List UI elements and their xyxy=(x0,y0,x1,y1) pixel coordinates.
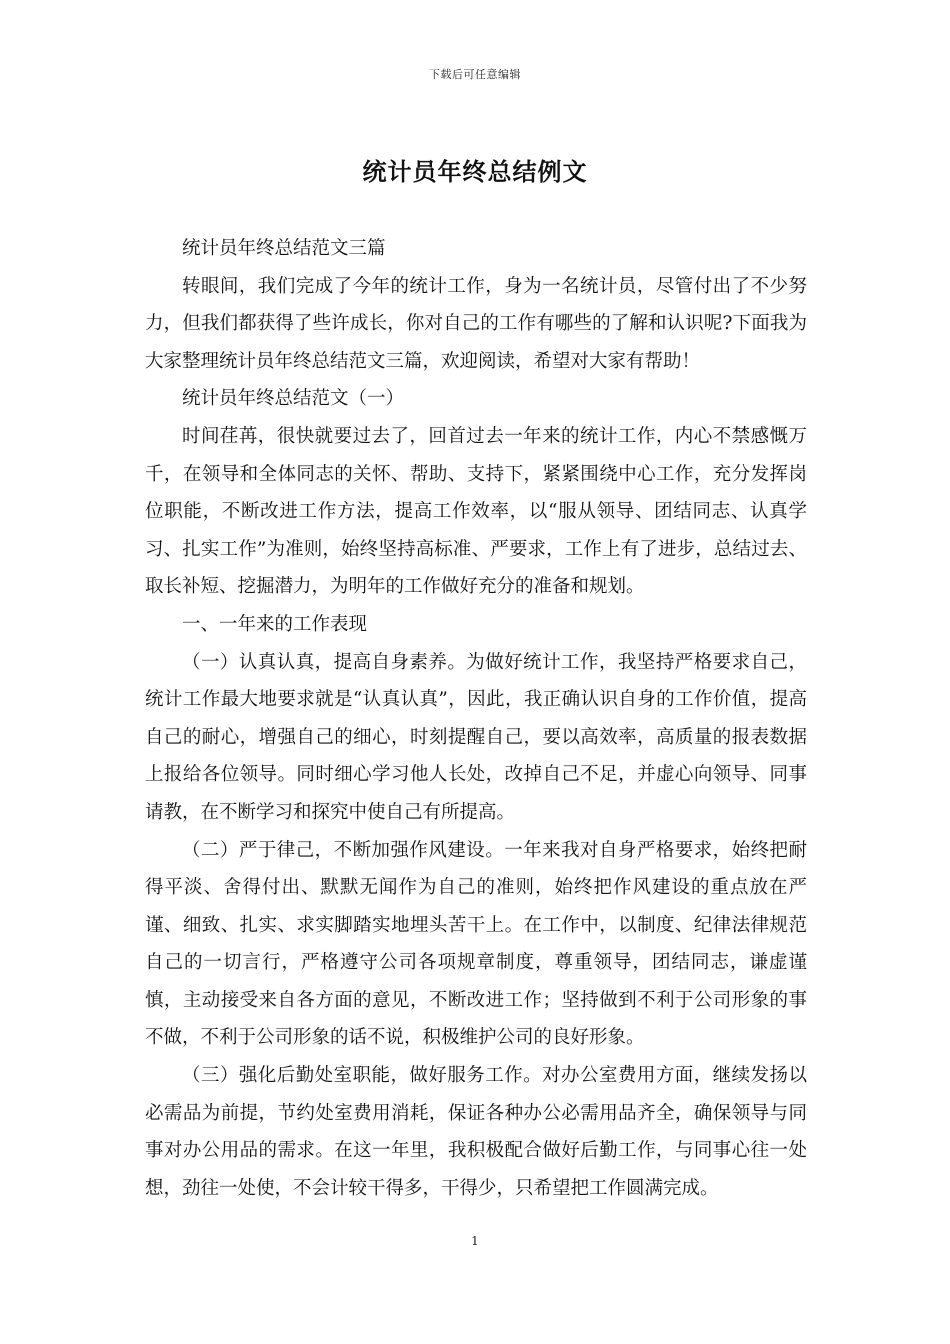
body-paragraph: 时间荏苒，很快就要过去了，回首过去一年来的统计工作，内心不禁感慨万千，在领导和全体同志的关怀、帮助、支持下，紧紧围绕中心工作，充分发挥岗位职能，不断改进工作方法，提高工作效率，以“服从领导、团结同志、认真学习、扎实工作”为准则，始终坚持高标准、严要求，工作上有了进步，总结过去、取长补短、挖掘潜力，为明年的工作做好充分的准备和规划。 xyxy=(145,425,807,598)
document-title: 统计员年终总结例文 xyxy=(362,157,588,186)
body-paragraph: （一）认真认真，提高自身素养。为做好统计工作，我坚持严格要求自己，统计工作最大地要求就是“认真认真”，因此，我正确认识自身的工作价值，提高自己的耐心，增强自己的细心，时刻提醒自己，要以高效率，高质量的报表数据上报给各位领导。同时细心学习他人长处，改掉自己不足，并虚心向领导、同事请教，在不断学习和探究中使自己有所提高。 xyxy=(145,651,807,823)
body-paragraph: （三）强化后勤处室职能，做好服务工作。对办公室费用方面，继续发扬以必需品为前提，节约处室费用消耗，保证各种办公必需用品齐全，确保领导与同事对办公用品的需求。在这一年里，我积极配合做好后勤工作，与同事心往一处想，劲往一处使，不会计较干得多，干得少，只希望把工作圆满完成。 xyxy=(145,1065,807,1199)
intro-paragraph: 转眼间，我们完成了今年的统计工作，身为一名统计员，尽管付出了不少努力，但我们都获得了些许成长，你对自己的工作有哪些的了解和认识呢?下面我为大家整理统计员年终总结范文三篇，欢迎阅读，希望对大家有帮助！ xyxy=(145,275,807,372)
section-heading: 一、一年来的工作表现 xyxy=(182,613,368,635)
document-body xyxy=(145,230,807,1207)
section-heading: 统计员年终总结范文（一） xyxy=(182,388,405,410)
header-note: 下载后可任意编辑 xyxy=(429,68,521,81)
subtitle-paragraph: 统计员年终总结范文三篇 xyxy=(182,238,386,259)
body-paragraph: （二）严于律己，不断加强作风建设。一年来我对自身严格要求，始终把耐得平淡、舍得付出、默默无闻作为自己的准则，始终把作风建设的重点放在严谨、细致、扎实、求实脚踏实地埋头苦干上。在工作中，以制度、纪律法律规范自己的一切言行，严格遵守公司各项规章制度，尊重领导，团结同志，谦虚谨慎，主动接受来自各方面的意见，不断改进工作；坚持做到不利于公司形象的事不做，不利于公司形象的话不说，积极维护公司的良好形象。 xyxy=(145,839,807,1049)
page-number: 1 xyxy=(471,1234,479,1248)
